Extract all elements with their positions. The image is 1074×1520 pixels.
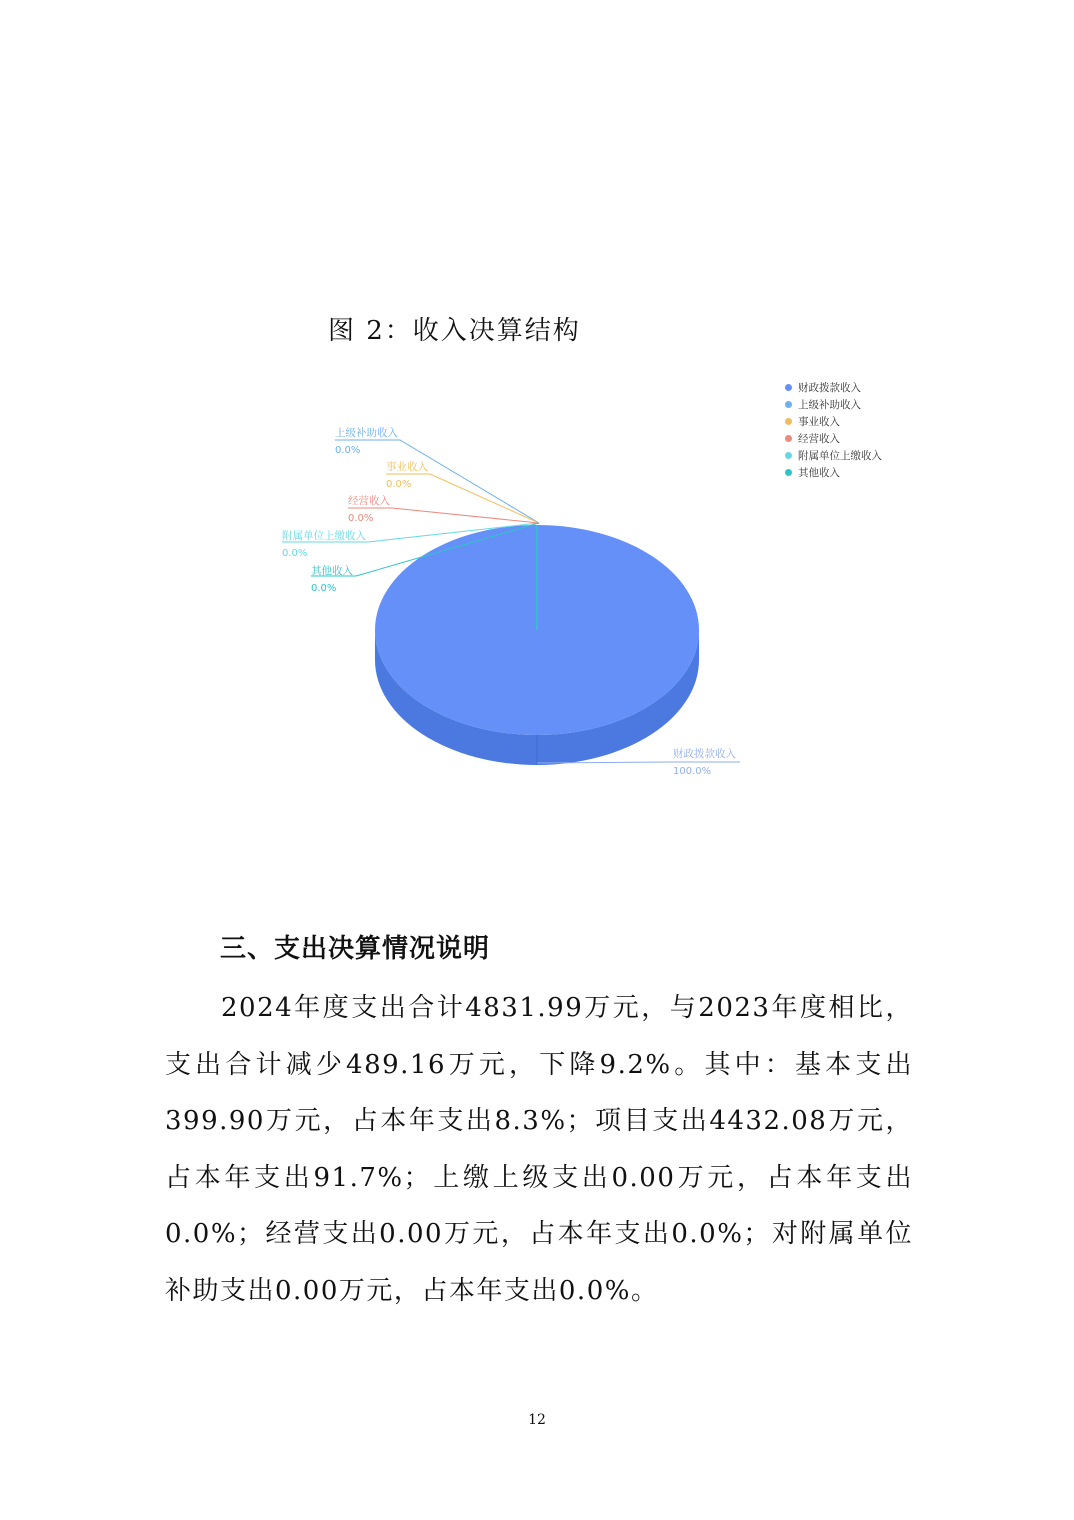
leader-line-1 — [335, 440, 539, 523]
data-label-name-2: 事业收入 — [386, 461, 428, 473]
legend-swatch — [785, 452, 792, 459]
data-label-name-1: 上级补助收入 — [335, 427, 398, 439]
legend-swatch — [785, 418, 792, 425]
legend-item — [785, 464, 882, 481]
data-label-value-0: 100.0% — [673, 766, 712, 777]
legend-swatch — [785, 384, 792, 391]
data-label-value-5: 0.0% — [311, 583, 337, 594]
legend-label: 其他收入 — [798, 467, 840, 479]
legend-label: 经营收入 — [798, 433, 840, 445]
data-label-value-3: 0.0% — [348, 513, 374, 524]
section-heading: 三、支出决算情况说明 — [220, 934, 491, 964]
legend-item — [785, 396, 882, 413]
data-label-name-5: 其他收入 — [311, 565, 353, 577]
legend-label: 上级补助收入 — [798, 399, 861, 411]
legend-swatch — [785, 401, 792, 408]
figure-caption: 图 2：收入决算结构 — [328, 316, 581, 346]
chart-legend — [785, 379, 882, 481]
legend-swatch — [785, 469, 792, 476]
data-label-value-2: 0.0% — [386, 479, 412, 490]
legend-item — [785, 430, 882, 447]
page-number: 12 — [528, 1412, 546, 1428]
legend-item — [785, 379, 882, 396]
data-label-value-4: 0.0% — [282, 548, 308, 559]
legend-item — [785, 447, 882, 464]
legend-item — [785, 413, 882, 430]
legend-label: 附属单位上缴收入 — [798, 450, 882, 462]
legend-swatch — [785, 435, 792, 442]
expenditure-paragraph: 2024年度支出合计4831.99万元，与2023年度相比，支出合计减少489.16万元，下降9.2%。其中：基本支出399.90万元，占本年支出8.3%；项目支出4432.08万元，占本年支出91.7%；上缴上级支出0.00万元，占本年支出0.0%；经营支出0.00万元，占本年支出0.0%；对附属单位补助支出0.00万元，占本年支出0.0%。 — [165, 993, 913, 1306]
data-label-name-3: 经营收入 — [348, 495, 390, 507]
legend-label: 财政拨款收入 — [798, 382, 861, 394]
data-label-value-1: 0.0% — [335, 445, 361, 456]
data-label-name-0: 财政拨款收入 — [673, 748, 736, 760]
legend-label: 事业收入 — [798, 416, 840, 428]
data-label-name-4: 附属单位上缴收入 — [282, 530, 366, 542]
body-text — [165, 980, 913, 1319]
